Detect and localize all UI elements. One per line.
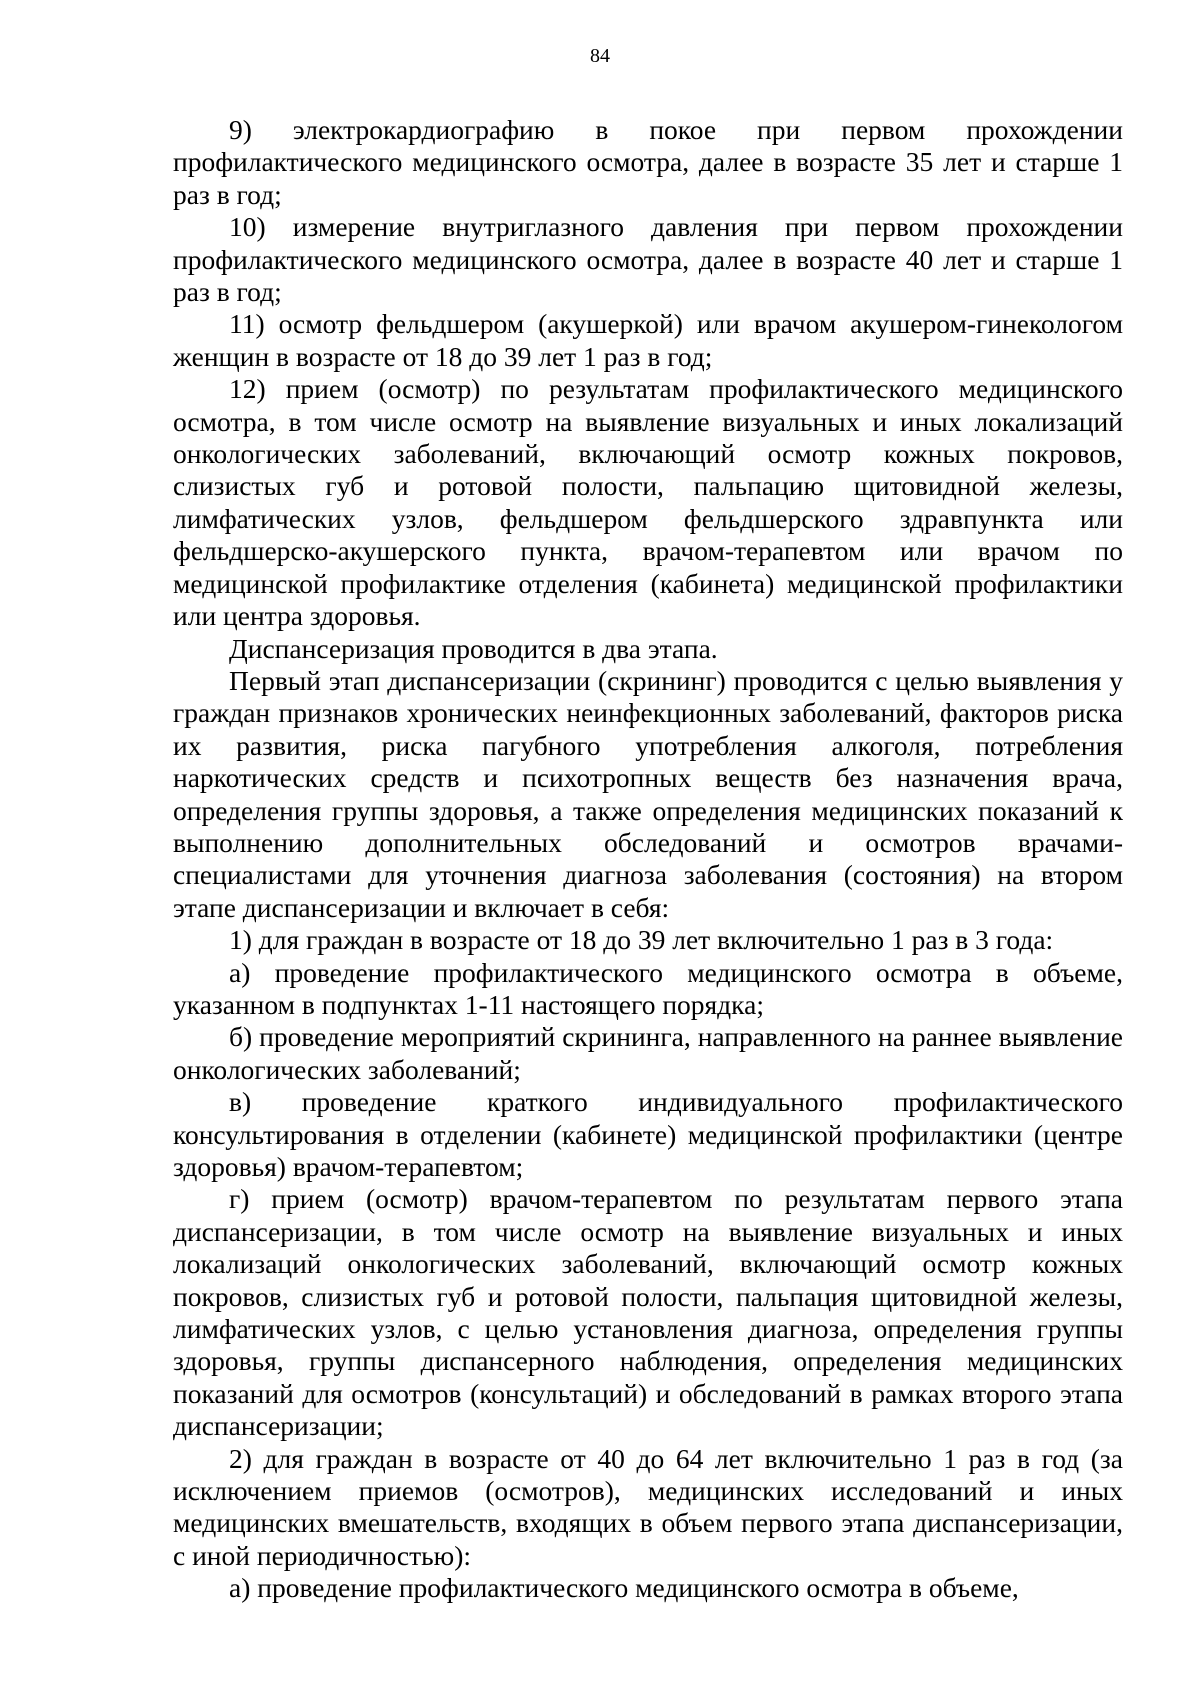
paragraph-item-9: 9) электрокардиографию в покое при первом прохождении профилактического медицинского осмотра, далее в возрасте 35 лет и старше 1 раз в год; (173, 114, 1123, 210)
paragraph-age-40-64: 2) для граждан в возрасте от 40 до 64 лет включительно 1 раз в год (за исключением приемов (осмотров), медицинских исследований и иных медицинских вмешательств, входящих в объем первого этапа диспансеризации, с иной периодичностью): (173, 1442, 1123, 1571)
paragraph-subitem-v: в) проведение краткого индивидуального профилактического консультирования в отделении (кабинете) медицинской профилактики (центре здоровья) врачом-терапевтом; (173, 1086, 1123, 1182)
page-number: 84 (590, 45, 610, 67)
paragraph-item-11: 11) осмотр фельдшером (акушеркой) или врачом акушером-гинекологом женщин в возрасте от 18 до 39 лет 1 раз в год; (173, 308, 1123, 372)
paragraph-first-stage: Первый этап диспансеризации (скрининг) проводится с целью выявления у граждан признаков хронических неинфекционных заболеваний, факторов риска их развития, риска пагубного употребления алкоголя, потребления наркотических средств и психотропных веществ без назначения врача, определения группы здоровья, а также определения медицинских показаний к выполнению дополнительных обследований и осмотров врачами-специалистами для уточнения диагноза заболевания (состояния) на втором этапе диспансеризации и включает в себя: (173, 664, 1123, 923)
paragraph-item-12: 12) прием (осмотр) по результатам профилактического медицинского осмотра, в том числе осмотр на выявление визуальных и иных локализаций онкологических заболеваний, включающий осмотр кожных покровов, слизистых губ и ротовой полости, пальпацию щитовидной железы, лимфатических узлов, фельдшером фельдшерского здравпункта или фельдшерско-акушерского пункта, врачом-терапевтом или врачом по медицинской профилактике отделения (кабинета) медицинской профилактики или центра здоровья. (173, 373, 1123, 632)
paragraph-two-stages: Диспансеризация проводится в два этапа. (229, 632, 718, 664)
paragraph-age-18-39: 1) для граждан в возрасте от 18 до 39 лет включительно 1 раз в 3 года: (229, 924, 1054, 956)
paragraph-subitem-g: г) прием (осмотр) врачом-терапевтом по результатам первого этапа диспансеризации, в том числе осмотр на выявление визуальных и иных локализаций онкологических заболеваний, включающий осмотр кожных покровов, слизистых губ и ротовой полости, пальпация щитовидной железы, лимфатических узлов, с целью установления диагноза, определения группы здоровья, группы диспансерного наблюдения, определения медицинских показаний для осмотров (консультаций) и обследований в рамках второго этапа диспансеризации; (173, 1183, 1123, 1442)
paragraph-subitem-b: б) проведение мероприятий скрининга, направленного на раннее выявление онкологических заболеваний; (173, 1021, 1123, 1085)
document-body (173, 114, 1123, 1605)
paragraph-item-10: 10) измерение внутриглазного давления при первом прохождении профилактического медицинского осмотра, далее в возрасте 40 лет и старше 1 раз в год; (173, 211, 1123, 308)
paragraph-subitem-a-continued: а) проведение профилактического медицинского осмотра в объеме, (229, 1572, 1019, 1604)
paragraph-subitem-a: а) проведение профилактического медицинского осмотра в объеме, указанном в подпунктах 1-11 настоящего порядка; (173, 956, 1123, 1020)
